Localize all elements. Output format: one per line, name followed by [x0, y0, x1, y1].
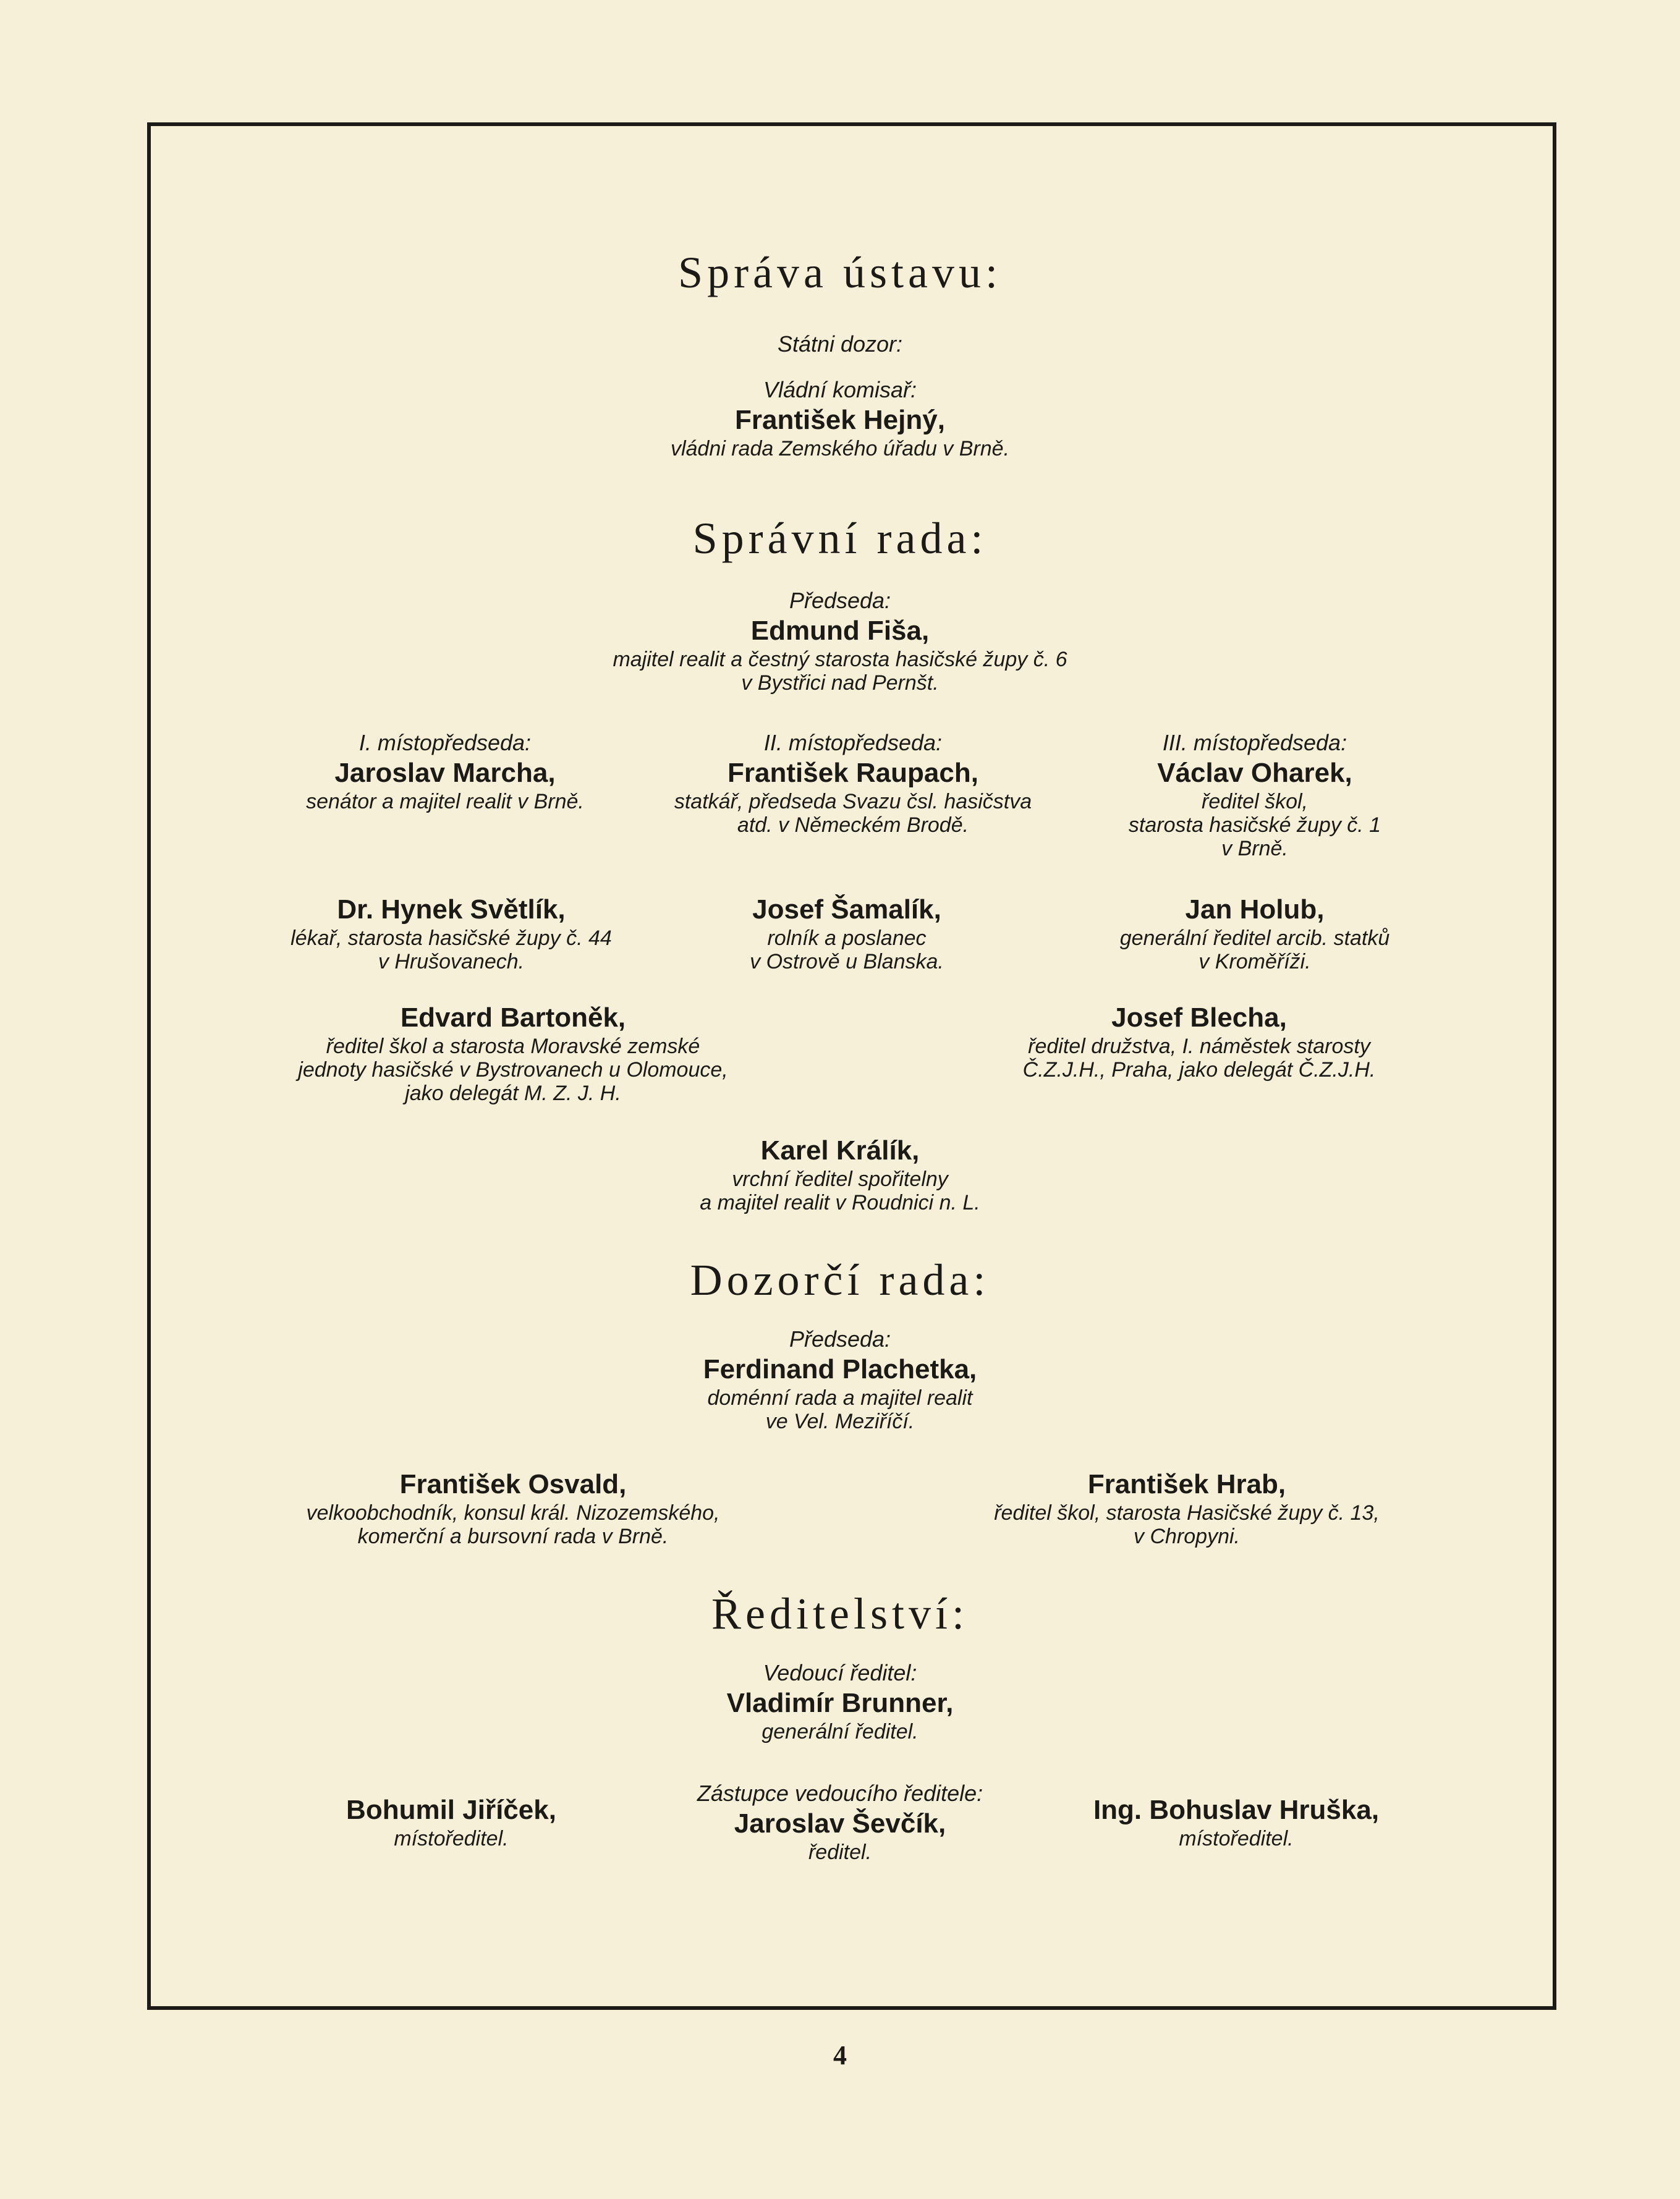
member-holub	[1063, 893, 1446, 973]
right-desc: místoředitel.	[1179, 1827, 1294, 1850]
dozorci-predseda-name: Ferdinand Plachetka,	[703, 1354, 977, 1384]
member-svetlik	[260, 893, 643, 973]
zastupce-desc: ředitel.	[808, 1841, 872, 1864]
m2-desc-2: v Ostrově u Blanska.	[750, 950, 944, 973]
m4-desc-1: ředitel škol a starosta Moravské zemské	[326, 1035, 700, 1058]
m2-name: Josef Šamalík,	[752, 894, 941, 925]
vice-chair-2	[637, 729, 1069, 837]
dozorci-m2-desc-2: v Chropyni.	[1134, 1525, 1240, 1548]
spravni-rada-predseda	[0, 587, 1680, 695]
vice3-name: Václav Oharek,	[1157, 758, 1352, 788]
dozorci-m1-name: František Osvald,	[399, 1469, 627, 1499]
dozorci-m2-desc-1: ředitel škol, starosta Hasičské župy č. 13,	[994, 1501, 1380, 1525]
zastupce-name: Jaroslav Ševčík,	[734, 1808, 946, 1839]
predseda-desc-1: majitel realit a čestný starosta hasičské župy č. 6	[613, 648, 1067, 671]
m5-desc-1: ředitel družstva, I. náměstek starosty	[1028, 1035, 1370, 1058]
heading-reditelstvi: Ředitelství:	[711, 1589, 969, 1638]
vice2-desc-2: atd. v Německém Brodě.	[737, 813, 969, 837]
zastupce-role: Zástupce vedoucího ředitele:	[697, 1781, 983, 1806]
m6-name: Karel Králík,	[760, 1135, 920, 1166]
vladni-komisar-desc: vládni rada Zemského úřadu v Brně.	[670, 437, 1010, 460]
member-samalik	[674, 893, 1020, 973]
vice-chair-1	[235, 729, 655, 813]
predseda-role: Předseda:	[789, 588, 891, 613]
left-name: Bohumil Jiříček,	[346, 1795, 556, 1825]
vice-chair-3	[1063, 729, 1446, 860]
right-name: Ing. Bohuslav Hruška,	[1093, 1795, 1380, 1825]
zastupce-reditele	[0, 1780, 1680, 1864]
vice1-name: Jaroslav Marcha,	[334, 758, 556, 788]
vladni-komisar-name: František Hejný,	[735, 405, 945, 435]
vice2-desc-1: statkář, předseda Svazu čsl. hasičstva	[674, 790, 1032, 813]
m6-desc-2: a majitel realit v Roudnici n. L.	[700, 1191, 980, 1214]
statni-dozor-label: Státni dozor:	[777, 331, 903, 357]
vladni-komisar-role: Vládní komisař:	[763, 377, 917, 402]
dozorci-member-osvald	[260, 1468, 766, 1548]
m5-desc-2: Č.Z.J.H., Praha, jako delegát Č.Z.J.H.	[1022, 1058, 1376, 1082]
heading-spravni-rada: Správní rada:	[692, 514, 988, 563]
m1-desc-1: lékař, starosta hasičské župy č. 44	[291, 926, 612, 950]
m1-desc-2: v Hrušovanech.	[378, 950, 525, 973]
m2-desc-1: rolník a poslanec	[767, 926, 927, 950]
m4-desc-2: jednoty hasičské v Bystrovanech u Olomouce,	[298, 1058, 728, 1082]
member-bartonek	[260, 1001, 766, 1105]
vice3-desc-2: starosta hasičské župy č. 1	[1128, 813, 1381, 837]
dozorci-m1-desc-1: velkoobchodník, konsul král. Nizozemského,	[306, 1501, 720, 1525]
heading-dozorci-rada: Dozorčí rada:	[690, 1255, 990, 1305]
m6-desc-1: vrchní ředitel spořitelny	[732, 1167, 948, 1191]
dozorci-m2-name: František Hrab,	[1087, 1469, 1286, 1499]
dozorci-predseda-desc-1: doménní rada a majitel realit	[707, 1386, 973, 1410]
vice3-desc-1: ředitel škol,	[1202, 790, 1308, 813]
section-sprava-ustavu	[0, 331, 1680, 460]
heading-sprava-ustavu: Správa ústavu:	[678, 248, 1002, 297]
vice3-role: III. místopředseda:	[1162, 730, 1347, 755]
m4-name: Edvard Bartoněk,	[400, 1002, 626, 1033]
member-kralik	[0, 1134, 1680, 1214]
mistoreditel-jiricek	[297, 1794, 606, 1850]
member-blecha	[964, 1001, 1434, 1082]
mistoreditel-hruska	[1063, 1794, 1409, 1850]
m5-name: Josef Blecha,	[1111, 1002, 1287, 1033]
vice3-desc-3: v Brně.	[1221, 837, 1288, 860]
vice1-desc-1: senátor a majitel realit v Brně.	[306, 790, 584, 813]
vedouci-role: Vedoucí ředitel:	[763, 1660, 917, 1685]
vice2-role: II. místopředseda:	[763, 730, 943, 755]
vedouci-name: Vladimír Brunner,	[726, 1688, 954, 1718]
dozorci-member-hrab	[940, 1468, 1434, 1548]
left-desc: místoředitel.	[394, 1827, 509, 1850]
m3-desc-1: generální ředitel arcib. statků	[1119, 926, 1390, 950]
m3-desc-2: v Kroměříži.	[1198, 950, 1311, 973]
vice1-role: I. místopředseda:	[358, 730, 532, 755]
dozorci-m1-desc-2: komerční a bursovní rada v Brně.	[357, 1525, 669, 1548]
m1-name: Dr. Hynek Světlík,	[337, 894, 566, 925]
dozorci-predseda	[0, 1326, 1680, 1433]
vedouci-reditel	[0, 1659, 1680, 1744]
predseda-name: Edmund Fiša,	[750, 616, 930, 646]
predseda-desc-2: v Bystřici nad Pernšt.	[741, 671, 939, 695]
dozorci-predseda-desc-2: ve Vel. Meziříčí.	[765, 1410, 915, 1433]
dozorci-predseda-role: Předseda:	[789, 1326, 891, 1352]
vice2-name: František Raupach,	[728, 758, 978, 788]
page-number: 4	[833, 2040, 847, 2070]
m4-desc-3: jako delegát M. Z. J. H.	[405, 1082, 621, 1105]
m3-name: Jan Holub,	[1185, 894, 1325, 925]
vedouci-desc: generální ředitel.	[762, 1720, 918, 1744]
